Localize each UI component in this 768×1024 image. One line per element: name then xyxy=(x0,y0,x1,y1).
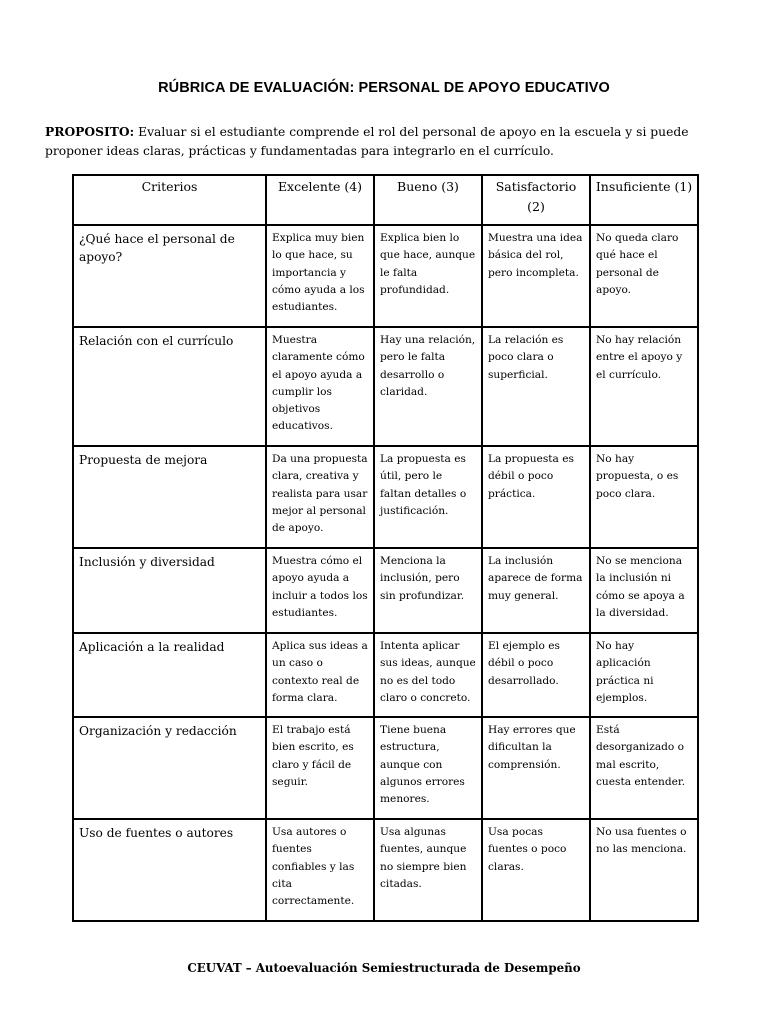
level-3-cell: Explica bien lo que hace, aunque le falta profundidad. xyxy=(374,225,482,327)
header-insuficiente: Insuficiente (1) xyxy=(590,175,698,225)
header-bueno: Bueno (3) xyxy=(374,175,482,225)
level-2-cell: Usa pocas fuentes o poco claras. xyxy=(482,819,590,921)
level-2-cell: El ejemplo es débil o poco desarrollado. xyxy=(482,633,590,717)
table-row xyxy=(73,225,698,327)
level-4-cell: Usa autores o fuentes confiables y las cita correctamente. xyxy=(266,819,374,921)
header-criterios: Criterios xyxy=(73,175,266,225)
purpose-text: Evaluar si el estudiante comprende el rol del personal de apoyo en la escuela y si puede proponer ideas claras, prácticas y fundamentadas para integrarlo en el currículo. xyxy=(45,125,689,158)
rubric-table xyxy=(72,174,699,922)
criterion-cell: Relación con el currículo xyxy=(73,327,266,446)
criterion-cell: Inclusión y diversidad xyxy=(73,548,266,633)
header-excelente: Excelente (4) xyxy=(266,175,374,225)
header-satisfactorio: Satisfactorio (2) xyxy=(482,175,590,225)
level-2-cell: La relación es poco clara o superficial. xyxy=(482,327,590,446)
level-3-cell: Menciona la inclusión, pero sin profundizar. xyxy=(374,548,482,633)
level-4-cell: El trabajo está bien escrito, es claro y fácil de seguir. xyxy=(266,717,374,819)
level-4-cell: Muestra claramente cómo el apoyo ayuda a cumplir los objetivos educativos. xyxy=(266,327,374,446)
table-row xyxy=(73,717,698,819)
table-header-row xyxy=(73,175,698,225)
level-4-cell: Explica muy bien lo que hace, su importancia y cómo ayuda a los estudiantes. xyxy=(266,225,374,327)
level-3-cell: Tiene buena estructura, aunque con algunos errores menores. xyxy=(374,717,482,819)
level-1-cell: No usa fuentes o no las menciona. xyxy=(590,819,698,921)
level-2-cell: Muestra una idea básica del rol, pero incompleta. xyxy=(482,225,590,327)
purpose-paragraph xyxy=(45,122,735,161)
level-1-cell: No hay relación entre el apoyo y el currículo. xyxy=(590,327,698,446)
criterion-cell: Organización y redacción xyxy=(73,717,266,819)
level-3-cell: Usa algunas fuentes, aunque no siempre bien citadas. xyxy=(374,819,482,921)
purpose-label: PROPOSITO: xyxy=(45,124,135,139)
level-1-cell: No se menciona la inclusión ni cómo se apoya a la diversidad. xyxy=(590,548,698,633)
level-2-cell: La inclusión aparece de forma muy general. xyxy=(482,548,590,633)
level-4-cell: Aplica sus ideas a un caso o contexto real de forma clara. xyxy=(266,633,374,717)
level-2-cell: Hay errores que dificultan la comprensión. xyxy=(482,717,590,819)
table-row xyxy=(73,819,698,921)
level-4-cell: Da una propuesta clara, creativa y realista para usar mejor al personal de apoyo. xyxy=(266,446,374,548)
level-1-cell: No queda claro qué hace el personal de apoyo. xyxy=(590,225,698,327)
level-1-cell: No hay propuesta, o es poco clara. xyxy=(590,446,698,548)
page-footer: CEUVAT – Autoevaluación Semiestructurada de Desempeño xyxy=(187,961,581,975)
level-2-cell: La propuesta es débil o poco práctica. xyxy=(482,446,590,548)
level-4-cell: Muestra cómo el apoyo ayuda a incluir a todos los estudiantes. xyxy=(266,548,374,633)
criterion-cell: ¿Qué hace el personal de apoyo? xyxy=(73,225,266,327)
criterion-cell: Uso de fuentes o autores xyxy=(73,819,266,921)
document-title: RÚBRICA DE EVALUACIÓN: PERSONAL DE APOYO EDUCATIVO xyxy=(158,80,610,96)
table-row xyxy=(73,446,698,548)
table-row xyxy=(73,327,698,446)
level-3-cell: La propuesta es útil, pero le faltan detalles o justificación. xyxy=(374,446,482,548)
table-row xyxy=(73,548,698,633)
table-row xyxy=(73,633,698,717)
level-1-cell: Está desorganizado o mal escrito, cuesta entender. xyxy=(590,717,698,819)
criterion-cell: Aplicación a la realidad xyxy=(73,633,266,717)
criterion-cell: Propuesta de mejora xyxy=(73,446,266,548)
level-3-cell: Intenta aplicar sus ideas, aunque no es del todo claro o concreto. xyxy=(374,633,482,717)
level-3-cell: Hay una relación, pero le falta desarrollo o claridad. xyxy=(374,327,482,446)
level-1-cell: No hay aplicación práctica ni ejemplos. xyxy=(590,633,698,717)
